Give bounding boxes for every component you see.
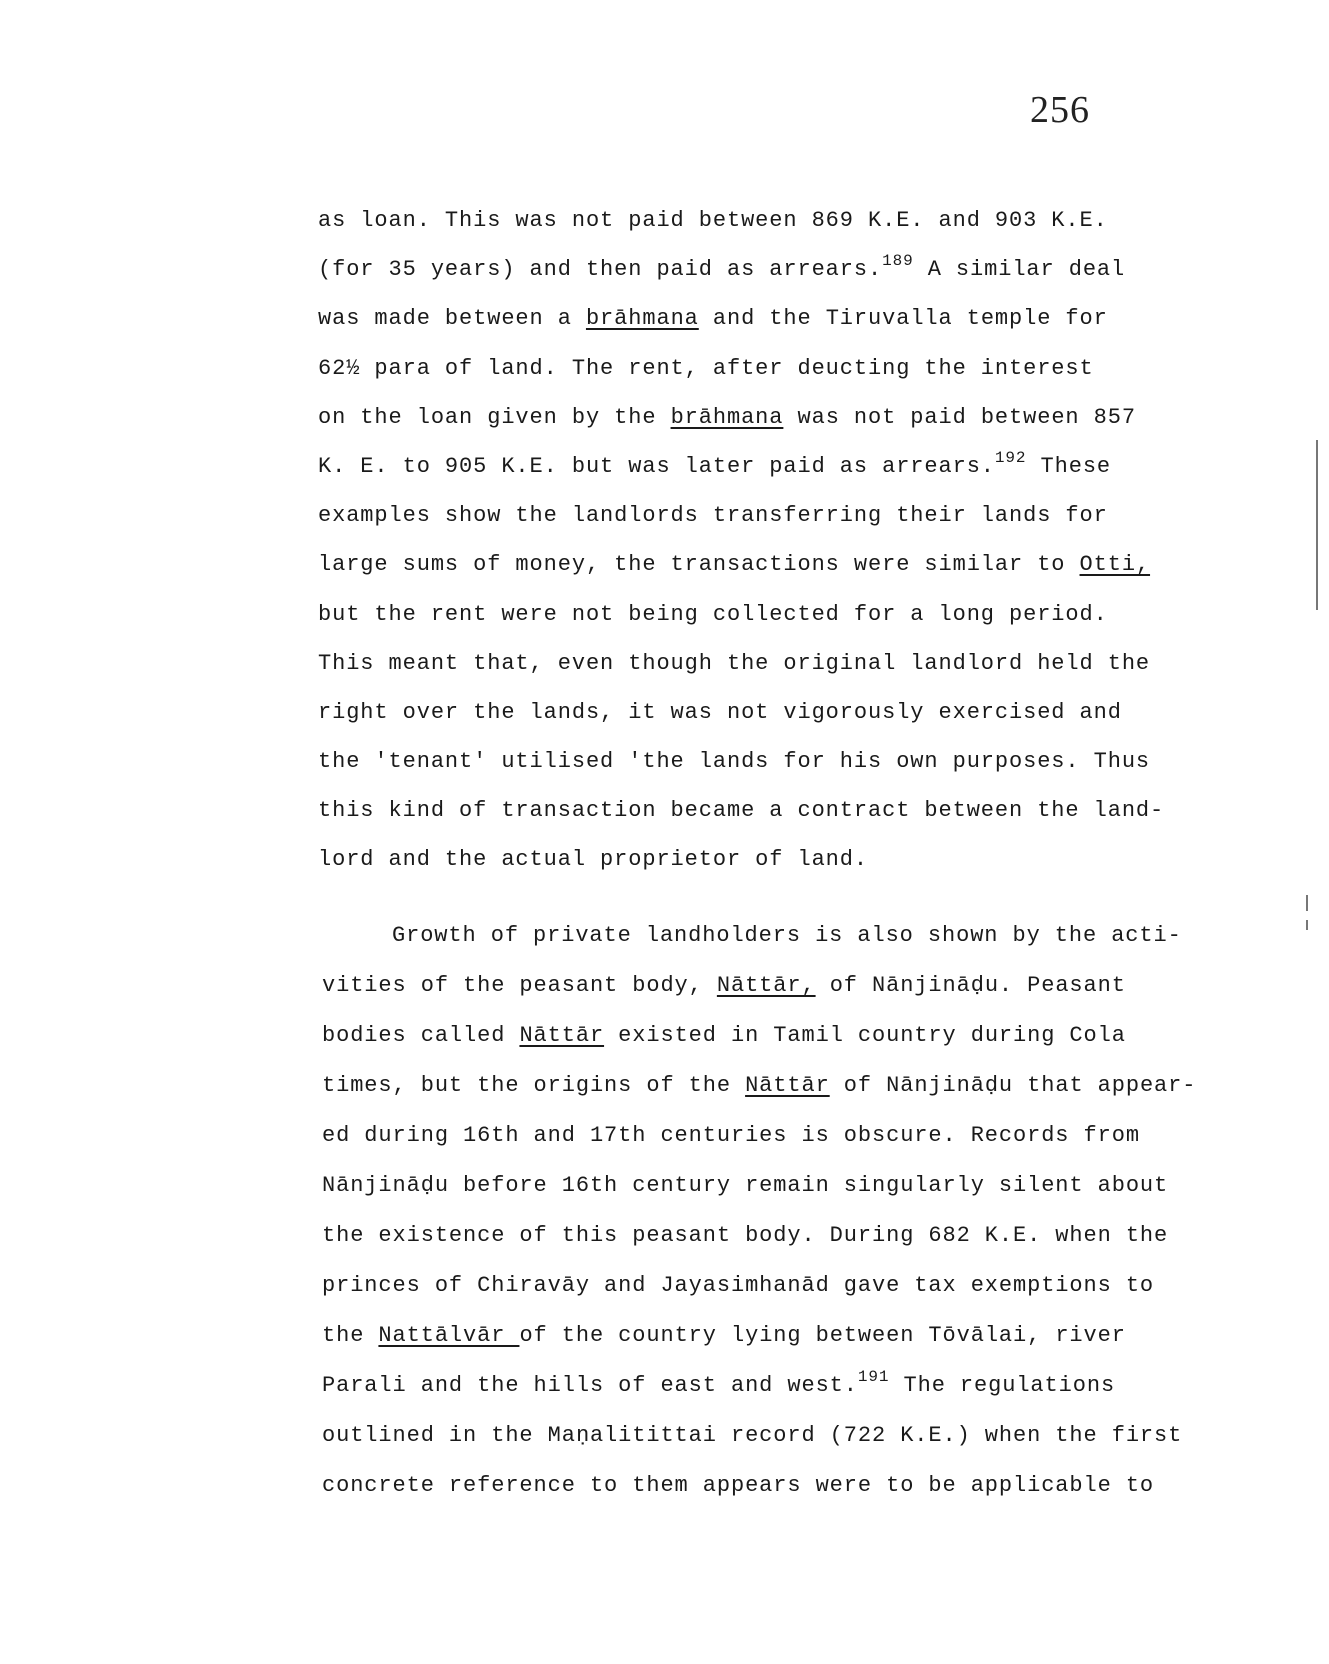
margin-mark	[1316, 440, 1318, 610]
text-span: was made between a	[318, 306, 586, 332]
underlined-term: Nāttār	[519, 1023, 605, 1048]
text-line	[318, 442, 1248, 491]
paragraph-2	[322, 911, 1252, 1511]
text-span: of Nānjināḍu. Peasant	[815, 973, 1126, 998]
text-line	[318, 491, 1248, 540]
text-span: was not paid between 857	[783, 404, 1136, 430]
text-span: as loan. This was not paid between 869 K.E. and 903 K.E.	[318, 208, 1108, 233]
text-span: 62½ para of land. The rent, after deucting the interest	[318, 355, 1094, 381]
text-line	[322, 1111, 1252, 1161]
text-line	[318, 688, 1248, 737]
text-line	[322, 1211, 1252, 1261]
text-line	[318, 590, 1248, 639]
underlined-term: Nattālvār	[378, 1323, 520, 1348]
text-span: of the country lying between Tōvālai, river	[519, 1323, 1126, 1348]
text-span: on the loan given by the	[318, 404, 671, 430]
footnote-ref: 191	[857, 1368, 890, 1386]
underlined-term: Otti,	[1079, 552, 1151, 578]
text-span: lord and the actual proprietor of land.	[318, 847, 868, 873]
text-line	[318, 245, 1248, 294]
text-line	[322, 1061, 1252, 1111]
paragraph-1	[318, 196, 1248, 885]
text-span: Growth of private landholders is also shown by the acti-	[392, 923, 1182, 948]
text-line	[322, 1361, 1252, 1411]
text-span: but the rent were not being collected for a long period.	[318, 601, 1108, 627]
text-span: concrete reference to them appears were to be applicable to	[322, 1473, 1155, 1498]
text-span: vities of the peasant body,	[322, 973, 717, 998]
text-span: of Nānjināḍu that appear-	[829, 1073, 1197, 1098]
text-span: the	[322, 1323, 379, 1348]
text-line	[322, 1311, 1252, 1361]
text-span: Parali and the hills of east and west.	[322, 1373, 858, 1398]
text-line	[318, 294, 1248, 343]
text-line	[318, 196, 1248, 245]
underlined-term: brāhmana	[585, 306, 699, 332]
text-span: this kind of transaction became a contract between the land-	[318, 798, 1165, 824]
margin-mark	[1306, 920, 1308, 930]
text-span: and the Tiruvalla temple for	[698, 306, 1108, 332]
page-number: 256	[1030, 89, 1090, 131]
text-span: examples show the landlords transferring their lands for	[318, 503, 1108, 529]
text-line	[318, 540, 1248, 589]
text-span: ed during 16th and 17th centuries is obscure. Records from	[322, 1123, 1140, 1148]
text-span: right over the lands, it was not vigorously exercised and	[318, 699, 1122, 725]
text-span: K. E. to 905 K.E. but was later paid as arrears.	[318, 453, 995, 479]
text-line	[318, 737, 1248, 786]
text-span: the 'tenant' utilised 'the lands for his own purposes. Thus	[318, 749, 1151, 775]
text-span: princes of Chiravāy and Jayasimhanād gave tax exemptions to	[322, 1273, 1155, 1298]
text-span: existed in Tamil country during Cola	[604, 1023, 1126, 1048]
text-span: These	[1026, 453, 1112, 479]
text-span: bodies called	[322, 1023, 520, 1048]
text-span: large sums of money, the transactions were similar to	[318, 552, 1080, 578]
text-span: The regulations	[889, 1373, 1116, 1398]
text-line	[322, 1011, 1252, 1061]
text-line	[322, 911, 1252, 961]
text-line	[318, 344, 1248, 393]
margin-mark	[1306, 895, 1308, 911]
text-span: the existence of this peasant body. During 682 K.E. when the	[322, 1223, 1169, 1248]
text-span: (for 35 years) and then paid as arrears.	[318, 257, 883, 283]
text-line	[322, 1261, 1252, 1311]
text-line	[322, 1161, 1252, 1211]
text-line	[318, 393, 1248, 442]
underlined-term: Nāttār	[745, 1073, 830, 1098]
text-line	[322, 1461, 1252, 1511]
text-span: Nānjināḍu before 16th century remain singularly silent about	[322, 1173, 1169, 1198]
text-span: times, but the origins of the	[322, 1073, 746, 1098]
footnote-ref: 192	[994, 448, 1027, 467]
text-line	[318, 786, 1248, 835]
text-line	[322, 1411, 1252, 1461]
underlined-term: Nāttār,	[716, 973, 816, 998]
text-line	[322, 961, 1252, 1011]
text-span: outlined in the Maṇalitittai record (722 K.E.) when the first	[322, 1423, 1183, 1448]
text-span: A similar deal	[913, 257, 1126, 283]
footnote-ref: 189	[882, 252, 914, 271]
text-line	[318, 639, 1248, 688]
text-span: This meant that, even though the original landlord held the	[318, 650, 1151, 676]
text-line	[318, 835, 1248, 884]
underlined-term: brāhmana	[670, 404, 784, 430]
